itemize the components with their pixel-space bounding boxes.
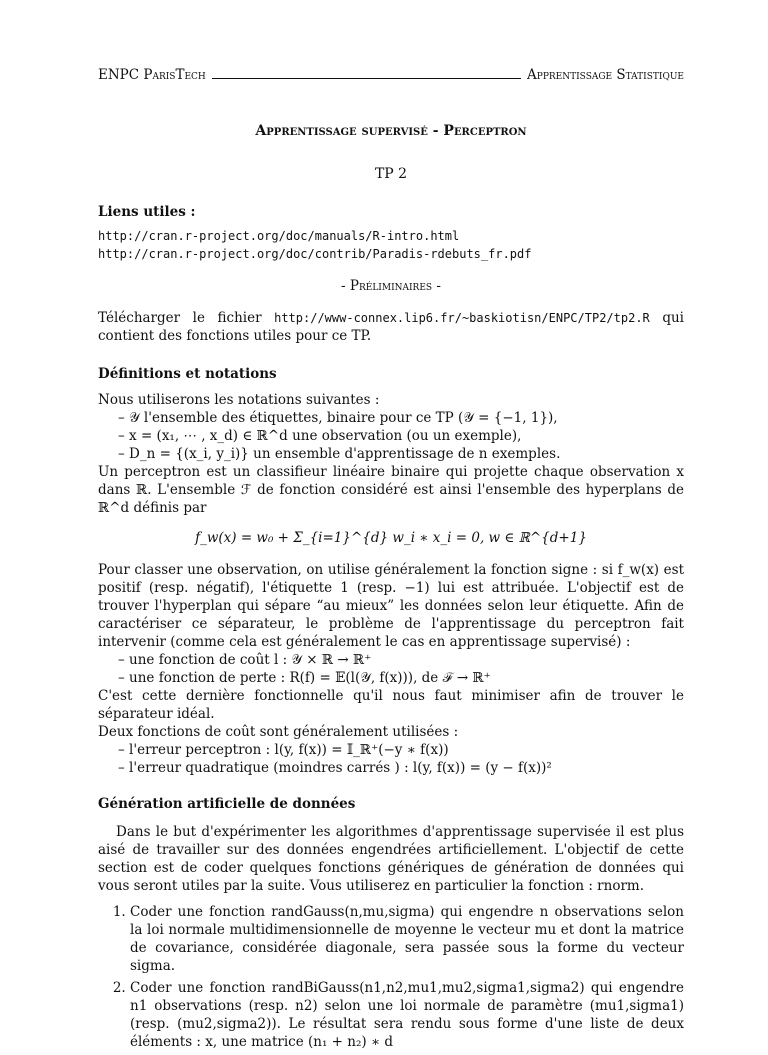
error-list — [98, 741, 684, 777]
error-item: – l'erreur perceptron : l(y, f(x)) = 𝕀_ℝ⁺(−y ∗ f(x)) — [118, 741, 684, 759]
cost-list — [98, 651, 684, 687]
task-list — [98, 903, 684, 1051]
defs-intro: Nous utiliserons les notations suivantes : — [98, 392, 380, 408]
gen-heading: Génération artificielle de données — [98, 796, 356, 812]
header-right: Apprentissage Statistique — [527, 67, 684, 83]
defs-item: – 𝒴 l'ensemble des étiquettes, binaire pour ce TP (𝒴 = {−1, 1}), — [118, 409, 684, 427]
document-title: Apprentissage supervisé - Perceptron — [255, 123, 527, 139]
header-left: ENPC ParisTech — [98, 67, 206, 83]
defs-paragraph: Un perceptron est un classifieur linéaire binaire qui projette chaque observation x dans ℝ. L'ensemble ℱ de fonction considéré est ainsi l'ensemble des hyperplans de ℝ^d définis par — [98, 464, 684, 516]
defs-item: – D_n = {(x_i, y_i)} un ensemble d'apprentissage de n exemples. — [118, 445, 684, 463]
classify-paragraph: Pour classer une observation, on utilise généralement la fonction signe : si f_w(x) est positif (resp. négatif), l'étiquette 1 (resp. −1) lui est attribuée. L'objectif est de trouver l'hyperplan qui sépare “au mieux” les données selon leur étiquette. Afin de caractériser ce séparateur, le problème de l'apprentissage du perceptron fait intervenir (comme cela est généralement le cas en apprentissage supervisé) : — [98, 562, 684, 650]
task-item: 1. Coder une fonction randGauss(n,mu,sigma) qui engendre n observations selon la loi normale multidimensionnelle de moyenne le vecteur mu et dont la matrice de covariance, considérée diagonale, sera passée sous la forme du vecteur sigma. — [130, 903, 684, 975]
links-list — [98, 227, 684, 263]
links-heading: Liens utiles : — [98, 204, 196, 220]
cost-item: – une fonction de coût l : 𝒴 × ℝ → ℝ⁺ — [118, 651, 684, 669]
perceptron-formula: f_w(x) = w₀ + Σ_{i=1}^{d} w_i ∗ x_i = 0, w ∈ ℝ^{d+1} — [195, 530, 587, 546]
cost-paragraph-2: Deux fonctions de coût sont généralement utilisées : — [98, 724, 459, 740]
error-item: – l'erreur quadratique (moindres carrés ) : l(y, f(x)) = (y − f(x))² — [118, 759, 684, 777]
gen-paragraph: Dans le but d'expérimenter les algorithmes d'apprentissage supervisée il est plus aisé de travailler sur des données engendrées artificiellement. L'objectif de cette section est de coder quelques fonctions génériques de génération de données qui vous seront utiles par la suite. Vous utiliserez en particulier la fonction : rnorm. — [98, 824, 684, 894]
defs-heading: Définitions et notations — [98, 366, 277, 382]
task-item: 2. Coder une fonction randBiGauss(n1,n2,mu1,mu2,sigma1,sigma2) qui engendre n1 observations (resp. n2) selon une loi normale de paramètre (mu1,sigma1) (resp. (mu2,sigma2)). Le résultat sera rendu sous forme d'une liste de deux éléments : x, une matrice (n₁ + n₂) ∗ d — [130, 979, 684, 1051]
download-paragraph — [98, 309, 684, 345]
document-page — [98, 66, 684, 1055]
download-after: qui contient des fonctions utiles pour ce TP. — [98, 310, 684, 344]
defs-list — [98, 409, 684, 463]
document-subtitle: TP 2 — [374, 166, 408, 182]
prelim-heading: - Préliminaires - — [341, 278, 441, 294]
page-header — [98, 66, 684, 86]
defs-item: – x = (x₁, ⋯ , x_d) ∈ ℝ^d une observation (ou un exemple), — [118, 427, 684, 445]
download-before: Télécharger le fichier — [98, 310, 275, 326]
header-rule — [212, 78, 521, 79]
link-paradis[interactable]: http://cran.r-project.org/doc/contrib/Paradis-rdebuts_fr.pdf — [98, 247, 532, 261]
cost-paragraph: C'est cette dernière fonctionnelle qu'il nous faut minimiser afin de trouver le séparateur idéal. — [98, 688, 684, 722]
cost-item: – une fonction de perte : R(f) = 𝔼(l(𝒴, f(x))), de ℱ → ℝ⁺ — [118, 669, 684, 687]
download-url[interactable]: http://www-connex.lip6.fr/~baskiotisn/ENPC/TP2/tp2.R — [274, 311, 650, 325]
link-r-intro[interactable]: http://cran.r-project.org/doc/manuals/R-intro.html — [98, 229, 460, 243]
